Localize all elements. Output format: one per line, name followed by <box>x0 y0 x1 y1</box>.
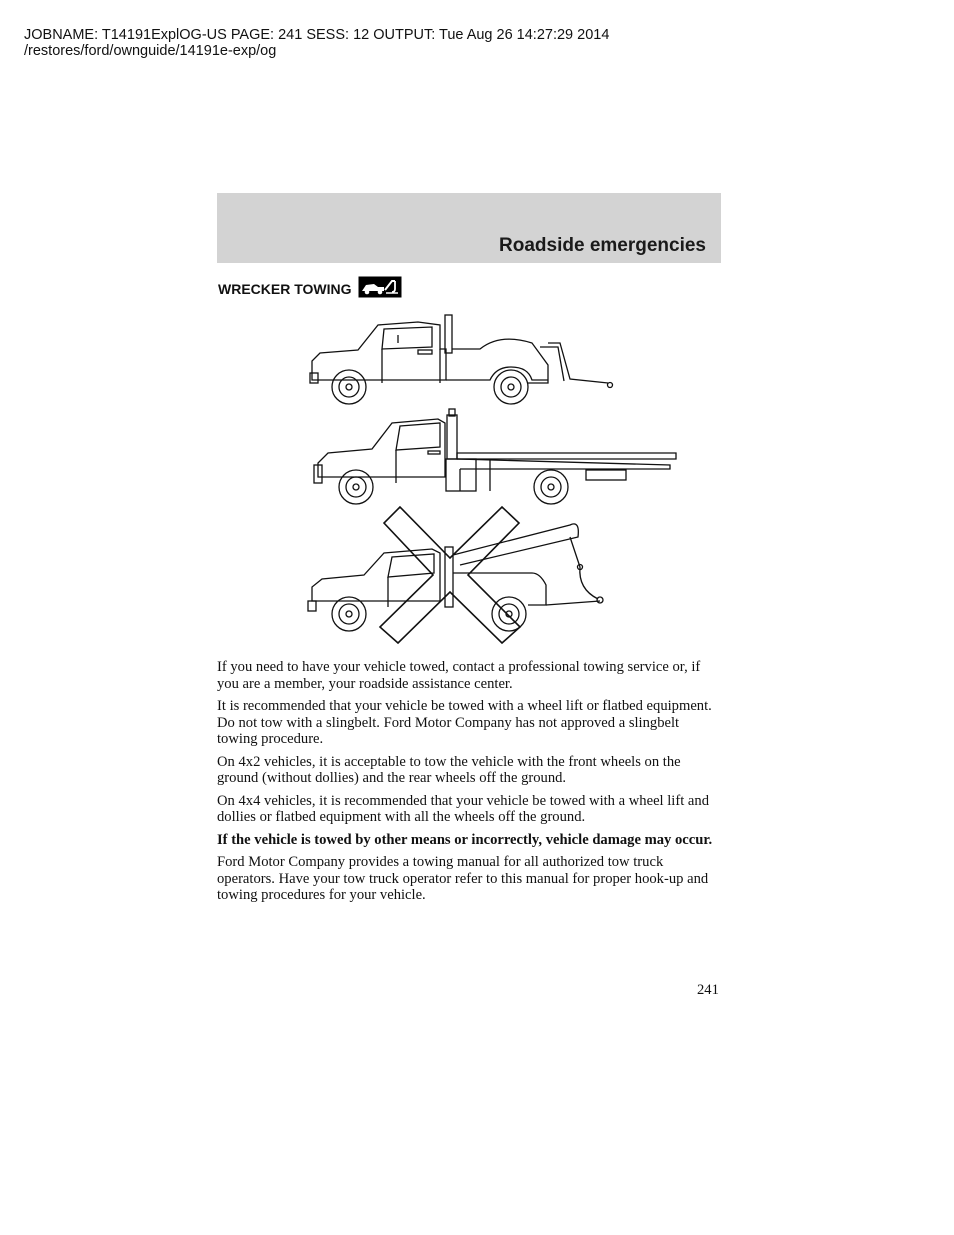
tow-truck-icon <box>358 276 402 301</box>
paragraph-towing-contact: If you need to have your vehicle towed, contact a professional towing service or, if you are a member, your roadside assistance center. <box>217 659 701 692</box>
warning-paragraph: If the vehicle is towed by other means or incorrectly, vehicle damage may occur. <box>217 831 713 848</box>
section-title: Roadside emergencies <box>499 235 706 256</box>
job-header-line1: JOBNAME: T14191ExplOG-US PAGE: 241 SESS: 12 OUTPUT: Tue Aug 26 14:27:29 2014 <box>24 27 610 43</box>
paragraph-4x2: On 4x2 vehicles, it is acceptable to tow the vehicle with the front wheels on the ground (without dollies) and the rear wheels off the ground. <box>217 753 681 786</box>
paragraph-towing-manual: Ford Motor Company provides a towing manual for all authorized tow truck operators. Have your tow truck operator refer to this manual for proper hook-up and towing procedures for your vehicle. <box>217 854 709 903</box>
towing-figure <box>300 305 690 655</box>
paragraph-recommended-equipment: It is recommended that your vehicle be towed with a wheel lift or flatbed equipment. Do not tow with a slingbelt. Ford Motor Company has not approved a slingbelt towing procedure. <box>217 698 712 747</box>
subheading <box>218 276 402 301</box>
subheading-label: WRECKER TOWING <box>218 280 352 297</box>
section-header <box>217 193 721 263</box>
page-number: 241 <box>697 982 719 998</box>
flatbed-truck-icon <box>314 409 676 504</box>
wheel-lift-truck-icon <box>310 315 613 404</box>
job-header <box>24 27 609 59</box>
job-header-line2: /restores/ford/ownguide/14191e-exp/og <box>24 43 277 59</box>
paragraph-4x4: On 4x4 vehicles, it is recommended that your vehicle be towed with a wheel lift and dollies or flatbed equipment with all the wheels off the ground. <box>217 792 709 825</box>
body-text <box>217 659 723 910</box>
slingbelt-truck-crossed-icon <box>308 507 603 643</box>
